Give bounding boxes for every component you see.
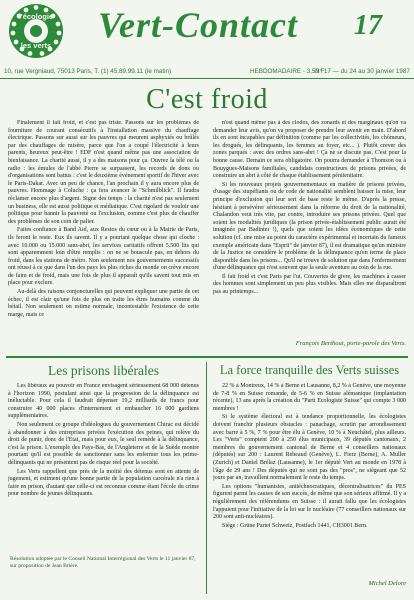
logo-bottom-text: les verts — [20, 41, 52, 50]
prisons-article-body — [8, 383, 199, 549]
paragraph: Si le système électoral est à tendance proportionnelle, les écologistes doivent franchir plusieurs obstacles : panachage, scrutin par arrondissement avec barre à 5 %, 7 % pour être élu à Genève, 10 % à Neuchâtel, plus ailleurs. Les "Verts" comptent 200 à 250 élus municipaux, 39 députés cantonaux, 2 membres du gouvernement cantonal de Berne et 4 conseillers nationaux (députés) sur 200 : Laurent Rebeaud (Genève), L. Fierz (Berne), A. Muller (Zurich) et Daniel Brélaz (Lausanne), le 1er député Vert au monde en 1978 à l'âge de 29 ans ! Des députés qui ne sont pas des "pros", ne siègeant que 52 jours par an, travaillent normalement le reste du temps. — [213, 414, 406, 482]
paragraph: Siège : Grüne Partei Schweiz, Postfach 1441, CH3001 Bern. — [222, 522, 368, 529]
paragraph: Il fait froid et c'est Paris par l'ut. Couvertes de givre, les machines à casser des hommes sont simplement un peu plus visibles. Mais elles me disparaîtront pas au printemps... — [213, 273, 406, 296]
paragraph: Non seulement ce groupe d'idéologues du gouvernement Chirac est décidé à abandonner à des entreprises privées l'exécution des peines, qui relève du droit de punir, donc de l'Etat, mais pour eux, le seul remède à la délinquance, c'est la prison. L'exemple des Pays-Bas, de l'Angleterre et de la Suède montre pourtant qu'il est possible de sanctionner sans les enfermer tous les prime-délinquants qui ne présentent pas de risque réel pour la société. — [8, 421, 199, 466]
paragraph: Les options "humanistes, antiéchnocratiques, décentralisatrices" du PES figurent parmi les causes de son succès, de même que son sérieux affirmé. Il y a régulièrement des référendums en Suisse : il aurait fallu que les écologistes l'appuient pour l'initiative de la loi sur le nucléaire (77 conseillers nationaux sur 200 sont anti-nucléaires). — [213, 483, 406, 521]
swiss-article-title: La force tranquille des Verts suisses — [219, 363, 400, 377]
main-headline: C'est froid — [146, 84, 268, 115]
logo-top-text: l'écologie — [18, 12, 54, 21]
paragraph: Les Verts rappellent que près de la moitié des détenus sont en attente de jugement, et estiment qu'une bonne partie de la population carcérale n'a rien à faire en prison, d'autant que celle-ci est reconnue comme étant l'école du crime pour nombre de jeunes délinquants. — [8, 468, 199, 498]
paragraph: Au-delà des raisons conjoncturelles qui peuvent expliquer une partie de cet échec, il est clair qu'une fois de plus on traite les êtres humains comme du bétail. Non seulement on estime normale, incontestable l'existence de cette marge, mais ce — [8, 289, 199, 318]
main-article-left-column — [8, 120, 199, 352]
swiss-article-body — [213, 383, 406, 576]
issue-number: 17 — [354, 10, 382, 41]
ecology-sunflower-logo-icon — [2, 0, 70, 62]
resolution-note: Résolution adoptée par le Conseil National Interrégional des Verts le 11 janvier 87, sur proposition de Jean Brière. — [10, 556, 196, 569]
paragraph: Les libéraux au pouvoir en France envisagent sérieusement 68 000 détenus à l'horizon 1990, postulant ainsi que la progression de la délinquance est inéluctable. Pour cela il faudrait dépenser 19,2 milliards de francs pour construire 40 000 places d'internement et embaucher 16 000 gardiens supplémentaires. — [8, 383, 199, 420]
column-divider — [206, 362, 207, 594]
paragraph: 22 % à Montreux, 14 % à Berne et Lausanne, 8,2 % à Genève, une moyenne de 7-8 % en Suisse romande, de 5-6 % en Suisse alémanique (implantation récente), 13 ans après la création du "Parti Ecologiste Suisse" qui compte 3 000 membres ! — [213, 383, 406, 412]
issue-dates: N° 17 — du 24 au 30 janvier 1987 — [315, 68, 410, 75]
paragraph: Si les nouveaux projets gouvernementaux en matière de prisons privées, d'usage des stupéfiants ou de code de nationalité semblent baisser la mise, leur principe d'exclusion qui leur sert de base reste le même. D'après la presse, hésitant à persévérer sérieusement dans la réforme du droit de la nationalité, Chalandon veut très vite, par contre, introduire ses prisons privées. Quel que soient les modalités juridiques (la prison privée-établissement public aurait été imaginée par Badinter !), quels que soient les idées économiques de cette solution (cf. une mise au point du caractère expérimental et incertain du fameux exemple américain dans "Esprit" de janvier 87), il est dramatique qu'un ministre de la Justice ne considère le problème de la délinquance qu'en terme de place disponible dans les prisons... Qu'il ne trouve de solution que dans l'enfermement d'une délinquance qui n'est souvent que la seule aventure au coin de la rue. — [213, 181, 406, 272]
frequency-price: HEBDOMADAIRE - 3,50 F — [250, 68, 325, 75]
paragraph: n'est quand même pas à des clodos, des zonards et des marginaux qu'on va demander leur avis, qu'on va proposer de prendre leur avenir en main. D'abord ils en sont incapables par définition (comme par les collectivités, les chômeurs, les drogués, les délinquants, les femmes au foyer, etc... ). Plutôt crever des zones parqués : avec des ordres sans-abri ! Ça ne se discute pas. C'est pour la bonne cause. Demain ce sera obligatoire. On pourra demander à Thomson ou à Bouygues-Maisons familiales, candidats constructeurs de prisons privées, de construire un abri à côté de chaque établissement pénitentiaire. — [213, 120, 406, 180]
info-bar — [0, 66, 414, 79]
prisons-article-title: Les prisons libérales — [48, 363, 159, 378]
main-article-signature: François Berthout, porte-parole des Verts. — [295, 340, 406, 347]
publisher-address: 10, rue Vergniaud, 75013 Paris, T. (1) 45.89.99.11 (le matin) — [4, 68, 172, 75]
paragraph: Faites confiance à Band Aid, aux Restos du cœur ou à la Mairie de Paris, ils feront le reste. Eux ils savent. Il y a pourtant quelque chose qui cloche : avec 10.000 ou 15.000 sans-abri, les services caritatifs offrent 5.500 lits qui sont apparemment loin d'être remplis : on ne se bouscule pas, en dehors du froid, dans les stations de métro. Non seulement nos gouvernements successifs ont réussi à ce que dans l'un des pays les plus riches du monde on crève encore de faim et de froid, mais une fois de plus il apparaît qu'ils savent tout mis en place pour exclure. — [8, 227, 199, 287]
section-divider — [6, 356, 408, 358]
swiss-article-signature: Michel Delore — [368, 580, 406, 587]
masthead-title: Vert-Contact — [98, 5, 299, 45]
paragraph: Finalement il fait froid, et c'est pas triste. Passons sur les problèmes de fourniture de courant consécutifs à l'installation massive du chauffage électrique. Passons sur aussi sur les pauvres qui meurent asphyxiés ou brûlés par des chauffages de misère, parce que l'on a coupé l'électricité à leurs parents, heureux peut-être ! EDF n'est quand même pas une association de bienfaisance. La charité aussi, il y a des maisons pour ça. Ouvrez la télé ou la radio : les émules de l'abbé Pierre se surpassent, les records de dons ou d'organisations sont battus : c'est le deuxième événement sportif de l'hiver avec le Paris-Dakar. Avec un peu de chance, l'an prochain il y aura encore plus de pauvres. Hommage à Coluche : ça fera avancer le "Schmilblick". Il faudra réclamer encore plus d'argent. Signe des temps : la charité n'est pas seulement un business, elle est aussi politique et médiatique. C'est rigolard de vouloir une politique pour bannir la pauvreté ou l'exclusion, comme c'est plus de chauffer des problèmes de son coin de palier. — [8, 120, 199, 225]
main-article-right-column — [213, 120, 406, 338]
